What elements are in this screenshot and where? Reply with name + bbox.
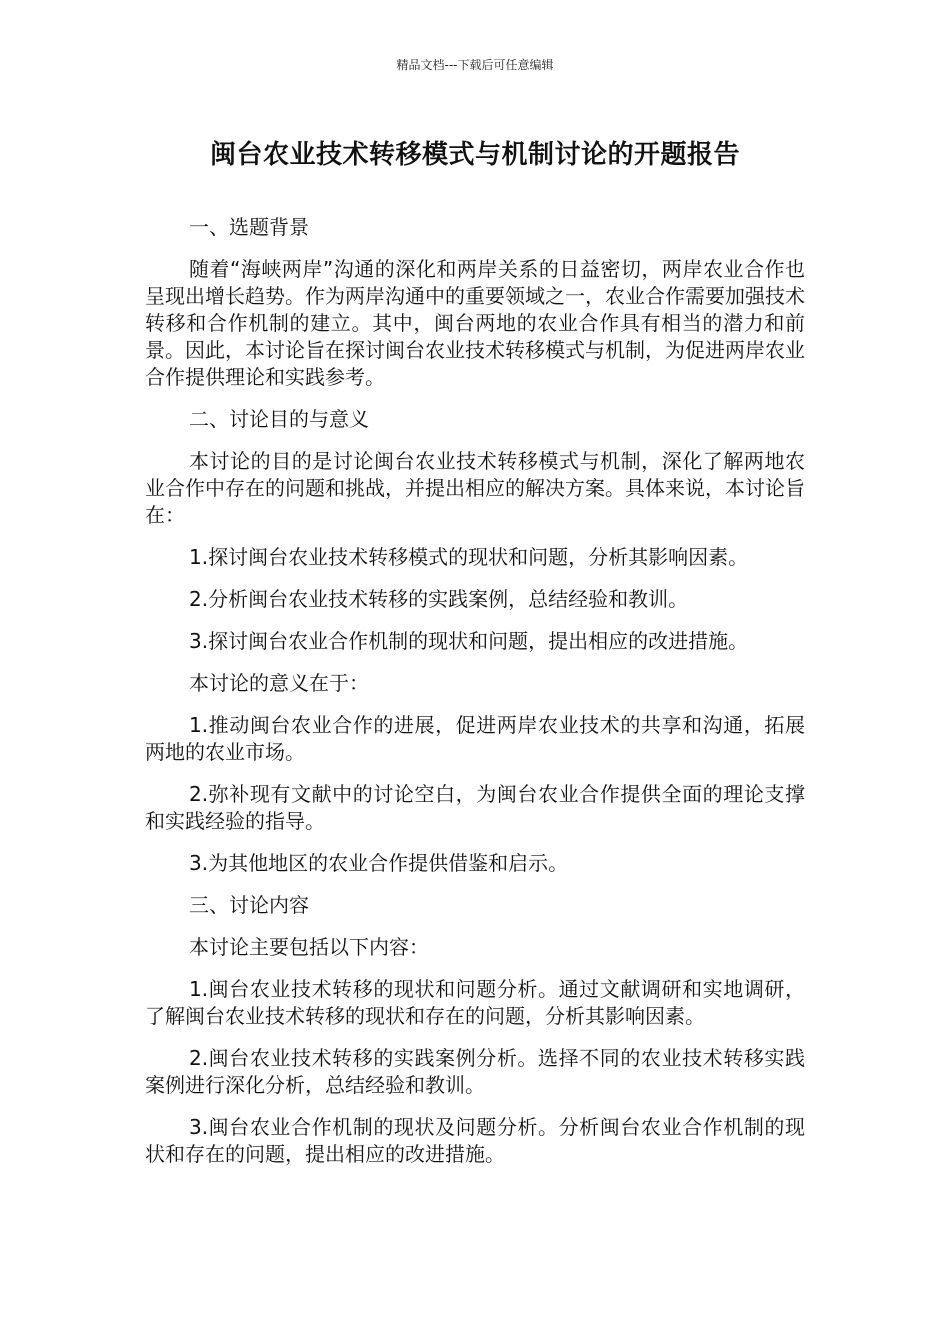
paragraph-content-intro: 本讨论主要包括以下内容： [189, 935, 429, 959]
page-header: 精品文档---下载后可任意编辑 [396, 58, 554, 72]
list-item-purpose-3: 3.探讨闽台农业合作机制的现状和问题，提出相应的改进措施。 [189, 629, 749, 653]
list-item-content-1: 1.闽台农业技术转移的现状和问题分析。通过文献调研和实地调研，了解闽台农业技术转移的现状和存在的问题，分析其影响因素。 [145, 977, 805, 1028]
list-item-significance-1: 1.推动闽台农业合作的进展，促进两岸农业技术的共享和沟通，拓展两地的农业市场。 [145, 713, 805, 764]
list-item-purpose-2: 2.分析闽台农业技术转移的实践案例，总结经验和教训。 [189, 587, 689, 611]
list-item-content-3: 3.闽台农业合作机制的现状及问题分析。分析闽台农业合作机制的现状和存在的问题，提出相应的改进措施。 [145, 1115, 805, 1166]
document-body [145, 214, 805, 1183]
list-item-content-2: 2.闽台农业技术转移的实践案例分析。选择不同的农业技术转移实践案例进行深化分析，总结经验和教训。 [145, 1046, 805, 1097]
list-item-significance-3: 3.为其他地区的农业合作提供借鉴和启示。 [189, 851, 569, 875]
section-heading-content: 三、讨论内容 [189, 893, 309, 917]
section-heading-purpose: 二、讨论目的与意义 [189, 407, 369, 431]
document-title: 闽台农业技术转移模式与机制讨论的开题报告 [209, 140, 740, 170]
paragraph-purpose: 本讨论的目的是讨论闽台农业技术转移模式与机制，深化了解两地农业合作中存在的问题和挑战，并提出相应的解决方案。具体来说，本讨论旨在： [145, 449, 805, 527]
section-heading-background: 一、选题背景 [189, 215, 309, 239]
list-item-purpose-1: 1.探讨闽台农业技术转移模式的现状和问题，分析其影响因素。 [189, 545, 749, 569]
list-item-significance-2: 2.弥补现有文献中的讨论空白，为闽台农业合作提供全面的理论支撑和实践经验的指导。 [145, 782, 805, 833]
paragraph-background: 随着“海峡两岸”沟通的深化和两岸关系的日益密切，两岸农业合作也呈现出增长趋势。作为两岸沟通中的重要领域之一，农业合作需要加强技术转移和合作机制的建立。其中，闽台两地的农业合作具有相当的潜力和前景。因此，本讨论旨在探讨闽台农业技术转移模式与机制，为促进两岸农业合作提供理论和实践参考。 [145, 257, 805, 389]
paragraph-significance-intro: 本讨论的意义在于： [189, 671, 369, 695]
